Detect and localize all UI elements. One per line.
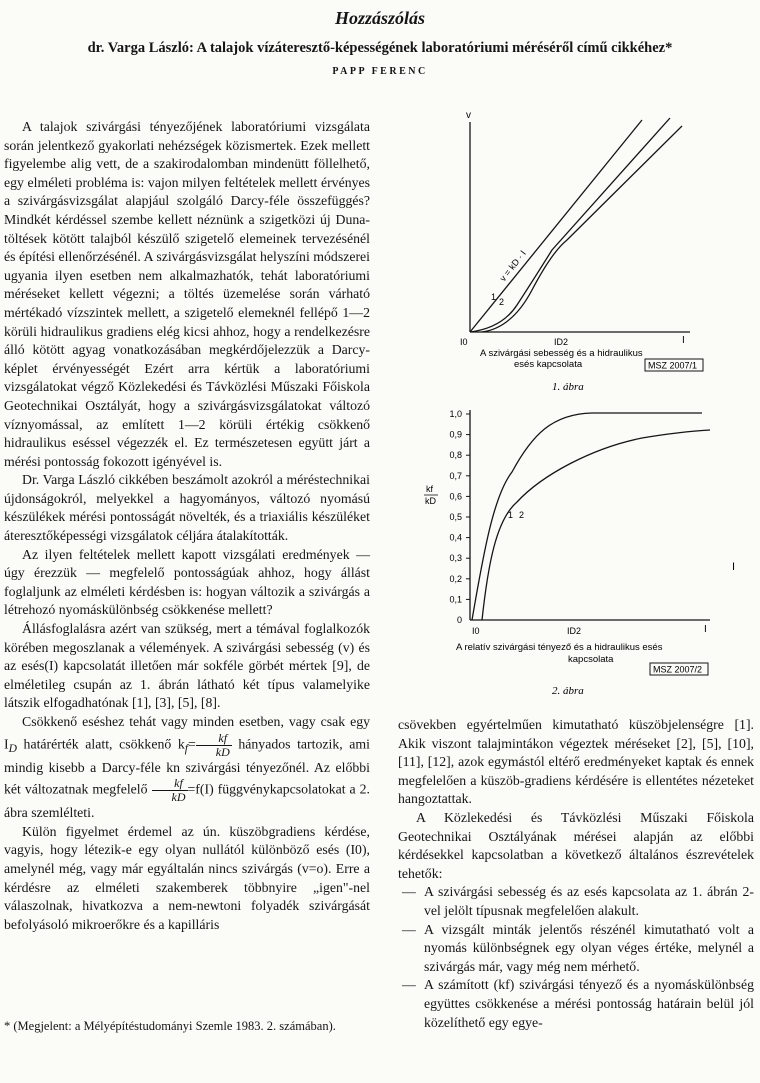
paragraph: Állásfoglalásra azért van szükség, mert a témával foglalkozók körében megoszlanak a vélemények. A szivárgási sebesség (v) és az esés(I) kapcsolatát illetően már sokféle görbét mértek [9], de elméletileg csupán az 1. ábrán látható két típus valamelyike látszik elfogadhatónak [1], [3], [5], [8]. [4,621,370,711]
tick-id: ID2 [554,337,569,347]
footnote: * (Megjelent: a Mélyépítéstudományi Szemle 1983. 2. számában). [4,1019,336,1033]
svg-text:0: 0 [456,615,462,625]
svg-text:0,3: 0,3 [449,553,462,564]
article-author: PAPP FERENC [332,66,428,77]
series-2-curve [482,430,710,620]
paragraph: A talajok szivárgási tényezőjének laboratóriumi vizsgálata során jelentkező gyakorlati nehézségek közismertek. Ezek mellett figyelembe alig vett, de a szakirodalomban mindenütt föllelhető, egy elméleti probléma is: vajon milyen feltételek mellett érvényes a szivárgásvizsgálat alapjául szolgáló Darcy-féle összefüggés? Mindkét kérdéssel szembe kellett néznünk a szigetközi új Duna-töltések kötött talajból készülő szigetelő elemeinek tervezésénél és építési ellenőrzésénél. A szivárgásvizsgálat helyszíni módszerei ugyania ilyen esetben nem alkalmazhatók, tehát laboratóriumi méréseket kellett végezni; a töltés üzemelése során várható mértékadó vízszintek mellett, a szigetelő elemeknél fellépő 1—2 körüli hidraulikus gradiens elég kicsi ahhoz, hogy a rendelkezésre álló kötött agyag vonatkozásában megkérdőjelezzük a Darcy-képlet érvényességét Ezért arra kértük a laboratóriumi vizsgálatokat végző Közlekedési és Távközlési Műszaki Főiskola Geotechnikai Osztályát, hogy a szivárgásvizsgálatokat változó víznyomással, az említett 1—2 körüli értékig csökkenő hidraulikus eséssel végezzék el. Ez természetesen együtt járt a mérési pontosság fokozott igényével is. [4,119,370,469]
figure-1-caption-2: esés kapcsolata [514,359,583,370]
paragraph: Külön figyelmet érdemel az ún. küszöbgradiens kérdése, vagyis, hogy létezik-e egy olyan nullától különböző esés (I0), amelynél még, vagy már egyáltalán nincs szivárgás (v=o). Erre a kérdésre az elméleti szakemberek többnyire „igen"-nel válaszolnak, hivatkozva a nem-newtoni folyadék szivárgását befolyásoló mikroerőkre és a kapilláris [4,823,370,932]
figure-2-standard: MSZ 2007/2 [653,664,703,675]
figure-1-standard: MSZ 2007/1 [648,360,698,371]
svg-text:0,8: 0,8 [449,450,462,461]
y-tick-labels [449,409,462,625]
figure-1 [392,100,760,400]
y-axis-label-den: kD [425,496,436,506]
article-subtitle: dr. Varga László: A talajok vízáteresztő-képességének laboratóriumi méréséről című cikkéhez* [87,40,673,56]
figure-2-caption-2: kapcsolata [568,654,614,665]
paragraph: Az ilyen feltételek mellett kapott vizsgálati eredmények — úgy érezzük — megfelelő pontosságúak ahhoz, hogy állást foglaljunk az elméleti kérdésben is: hogyan változik a szivárgás a létrehozó nyomáskülönbség csökkenése mellett? [4,546,370,618]
curve-1-label: 1 [508,510,514,520]
svg-text:1,0: 1,0 [449,409,462,419]
list-item: — A szivárgási sebesség és az esés kapcsolata az 1. ábrán 2-vel jelölt típusnak megfelelően alakult. [402,884,754,918]
curve-2-label: 2 [519,510,525,520]
svg-text:0,6: 0,6 [449,491,462,502]
svg-text:0,7: 0,7 [449,470,462,481]
fraction: $\frac{kf}{kD}$ [196,732,232,759]
figure-1-label: 1. ábra [552,381,584,393]
figure-2-caption: A relatív szivárgási tényező és a hidraulikus esés [456,642,663,653]
svg-text:0,1: 0,1 [449,594,462,605]
paragraph: csövekben egyértelműen kimutatható küszöbjelenségre [1]. Akik viszont talajmintákon végeztek méréseket [2], [5], [10], [11], [12], azok egymástól eltérő eredményeket kaptak és ennek megfelelően a küszöb-gradiens kérdésére is ellentétes nézeteket hangoztattak. [398,717,754,807]
svg-text:0,5: 0,5 [449,512,462,522]
figure-2 [392,400,760,706]
margin-mark: I [732,561,736,573]
x-axis-label: I [704,624,707,635]
article-title: Hozzászólás [334,8,426,28]
left-column [4,118,370,934]
darcy-equation-label: v = kD · I [497,248,528,284]
svg-text:0,2: 0,2 [449,573,462,584]
curve-1-label: 1 [491,292,497,302]
y-axis-label: v [466,110,471,121]
tick-id: ID2 [567,626,582,636]
series-1-curve [472,413,702,620]
figure-2-label: 2. ábra [552,685,584,697]
figure-1-caption: A szivárgási sebesség és a hidraulikus [480,348,643,359]
y-axis-label-num: kf [426,484,434,494]
x-axis-label: I [682,335,685,346]
list-item: — A vizsgált minták jelentős részénél kimutatható volt a nyomás különbségnek egy olyan véges értéke, melynél a szivárgás már, vagy még nem mérhető. [402,921,754,974]
curve-2-label: 2 [499,297,505,307]
right-column [398,716,754,1032]
tick-i0: I0 [460,337,468,347]
paragraph: A Közlekedési és Távközlési Műszaki Főiskola Geotechnikai Osztályának mérései alapján az előbbi kérdésekkel kapcsolatban a következő általános észrevételek tehetők: [398,809,754,881]
paragraph: Csökkenő eséshez tehát vagy minden esetben, vagy csak egy $I_D$ határérték alatt, csökkenő $k_f=$ $\frac{kf}{kD}$ hányados tartozik, ami mindig kisebb a Darcy-féle kn szivárgási tényezőnél. Az előbbi két változatnak megfelelő $\frac{kf}{kD}$ =f(I) függvénykapcsolatokat a 2. ábra szemlélteti. [4,714,370,821]
fraction: $\frac{kf}{kD}$ [152,777,188,804]
series-2-curve [482,126,682,332]
svg-text:0,9: 0,9 [449,429,462,440]
list-item: — A számított (kf) szivárgási tényező és a nyomáskülönbség együttes csökkenése a mérési pontosság határain belül jól közelíthető egy egye- [402,977,754,1030]
svg-text:0,4: 0,4 [449,532,462,543]
tick-i0: I0 [472,626,480,636]
paragraph: Dr. Varga László cikkében beszámolt azokról a méréstechnikai újdonságokról, melyekkel a hagyományos, változó nyomású készülékek mérési pontosságát növelték, és a triaxiális készüléket áteresztőképességi vizsgálatok céljára átalakították. [4,472,370,544]
